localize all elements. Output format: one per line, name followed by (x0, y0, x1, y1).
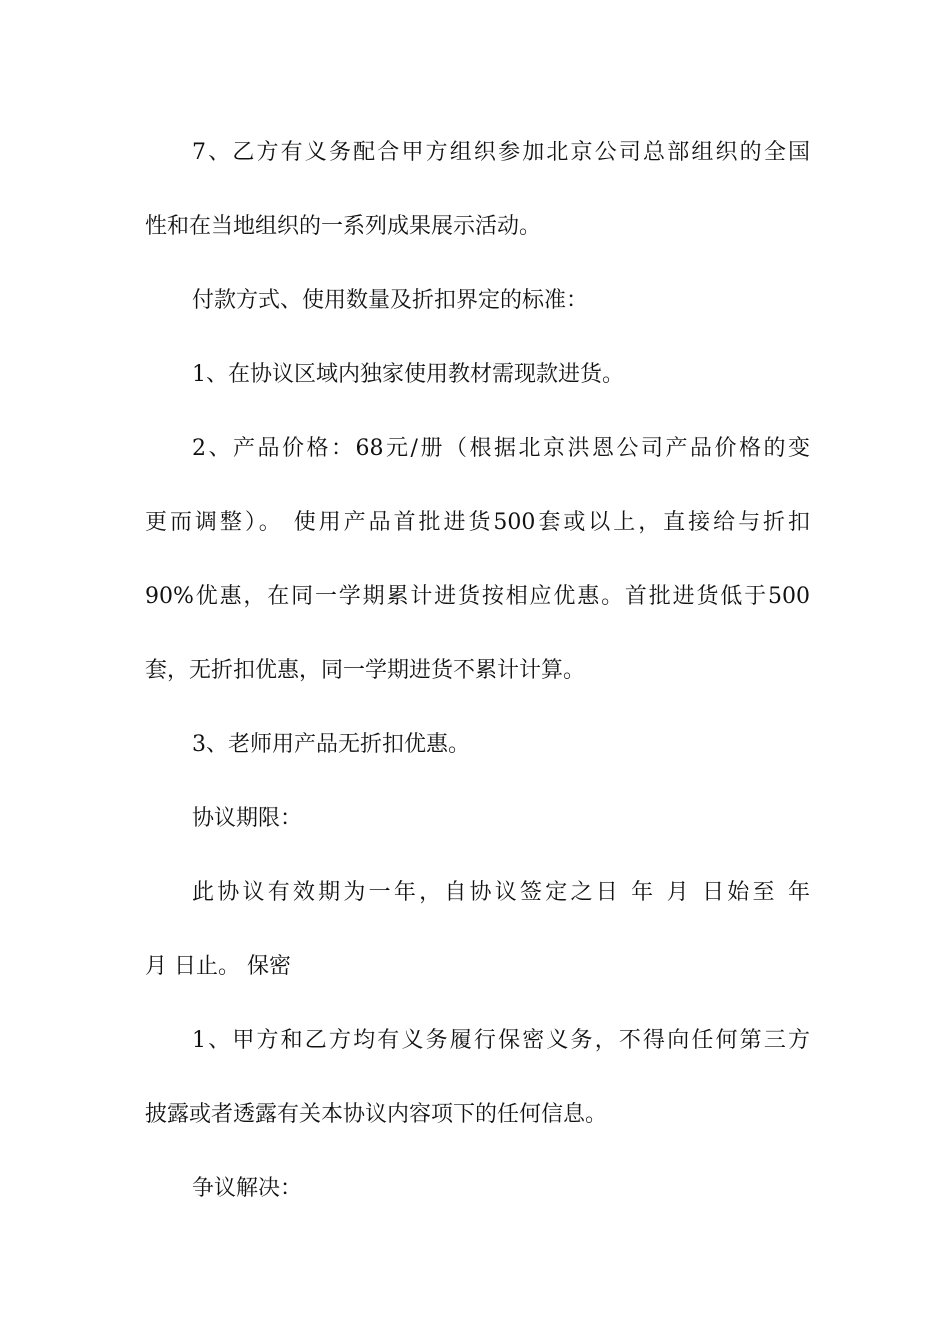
section-heading-term: 协议期限： (192, 806, 303, 831)
text-line-clause-7-part2: 性和在当地组织的一系列成果展示活动。 (145, 214, 542, 239)
text-line-payment-3: 3、老师用产品无折扣优惠。 (192, 732, 470, 757)
text-line-confidentiality-1-part1: 1、甲方和乙方均有义务履行保密义务，不得向任何第三方 (192, 1028, 810, 1053)
text-line-payment-2-part3: 90%优惠，在同一学期累计进货按相应优惠。首批进货低于500 (145, 584, 810, 609)
text-line-payment-2-part2: 更而调整）。 使用产品首批进货500套或以上，直接给与折扣 (145, 510, 810, 535)
text-line-payment-2-part4: 套，无折扣优惠，同一学期进货不累计计算。 (145, 658, 586, 683)
text-line-term-part2: 月 日止。 保密 (145, 954, 291, 979)
text-line-confidentiality-1-part2: 披露或者透露有关本协议内容项下的任何信息。 (145, 1102, 608, 1127)
text-line-payment-1: 1、在协议区域内独家使用教材需现款进货。 (192, 362, 624, 387)
section-heading-payment: 付款方式、使用数量及折扣界定的标准： (192, 288, 589, 313)
text-line-term-part1: 此协议有效期为一年，自协议签定之日 年 月 日始至 年 (192, 880, 810, 905)
text-line-payment-2-part1: 2、产品价格：68元/册（根据北京洪恩公司产品价格的变 (192, 436, 810, 461)
section-heading-dispute: 争议解决： (192, 1176, 303, 1201)
text-line-clause-7-part1: 7、乙方有义务配合甲方组织参加北京公司总部组织的全国 (192, 140, 810, 165)
